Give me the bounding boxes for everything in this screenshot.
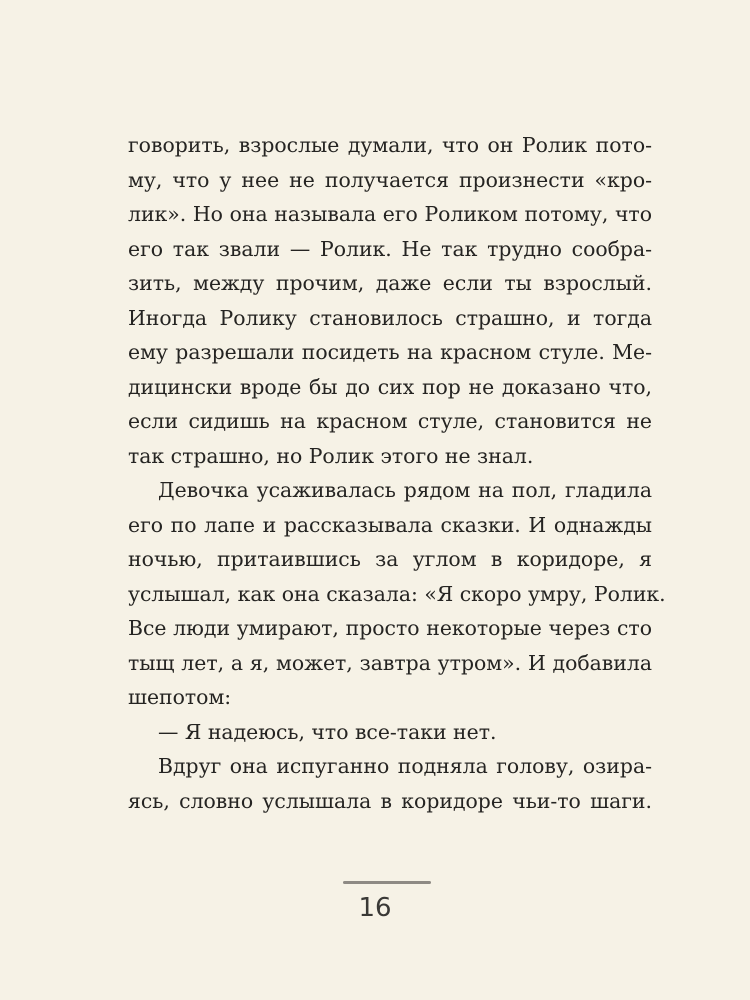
text-line: тыщ лет, а я, может, завтра утром». И добавила	[128, 650, 652, 675]
text-line: его так звали — Ролик. Не так трудно сообра-	[128, 236, 652, 261]
text-line: Вдруг она испуганно подняла голову, озира-	[158, 754, 652, 778]
text-line: зить, между прочим, даже если ты взрослый.	[128, 271, 652, 295]
text-line: лик». Но она называла его Роликом потому, что	[128, 202, 652, 226]
text-line: услышал, как она сказала: «Я скоро умру, Ролик.	[128, 581, 666, 606]
text-line: Девочка усаживалась рядом на пол, гладила	[158, 478, 652, 502]
text-line: му, что у нее не получается произнести «кро-	[128, 167, 652, 192]
text-line: так страшно, но Ролик этого не знал.	[128, 443, 534, 468]
text-line: — Я надеюсь, что все-таки нет.	[158, 719, 497, 744]
page-number: 16	[358, 893, 392, 923]
text-line: говорить, взрослые думали, что он Ролик пото-	[128, 133, 652, 157]
text-line: Иногда Ролику становилось страшно, и тогда	[128, 305, 652, 330]
text-line: ночью, притаившись за углом в коридоре, я	[128, 547, 652, 571]
text-line: если сидишь на красном стуле, становится не	[128, 409, 652, 433]
text-line: ему разрешали посидеть на красном стуле. Ме-	[128, 340, 652, 364]
body-text	[128, 128, 666, 818]
text-line: дицински вроде бы до сих пор не доказано что,	[128, 374, 652, 399]
text-line: Все люди умирают, просто некоторые через сто	[128, 616, 652, 640]
footer-divider	[343, 881, 431, 884]
text-line: шепотом:	[128, 685, 232, 709]
text-line: его по лапе и рассказывала сказки. И однажды	[128, 512, 652, 537]
text-line: ясь, словно услышала в коридоре чьи-то шаги.	[128, 788, 652, 813]
